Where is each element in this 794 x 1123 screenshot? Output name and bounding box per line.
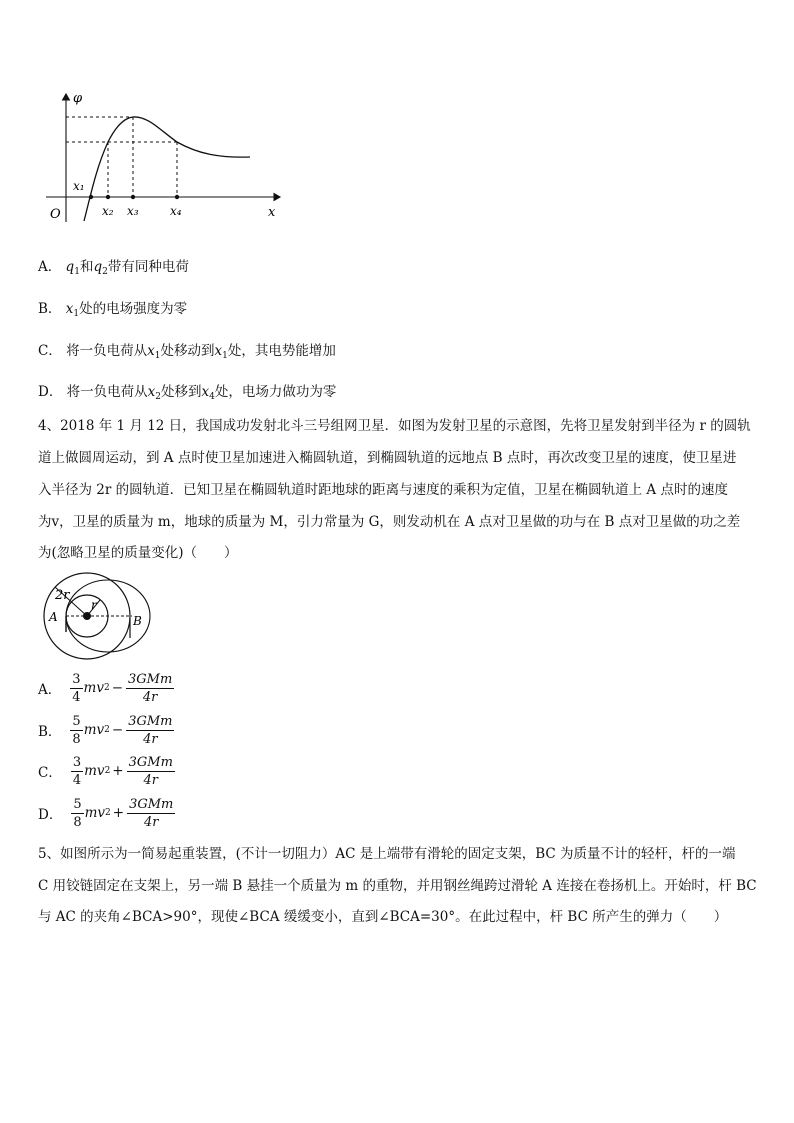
q4-option-b: B． $\frac{5}{8}$ mv 2 − $\frac{\text{3GMm}}{4r}$: [38, 713, 173, 747]
potential-graph: [40, 88, 290, 228]
q5-line: C 用铰链固定在支架上，另一端 B 悬挂一个质量为 m 的重物，并用钢丝绳跨过滑轮 A 连接在卷扬机上。开始时，杆 BC: [38, 878, 757, 894]
dot-x1: [89, 195, 93, 199]
q4-line: 为v，卫星的质量为 m，地球的质量为 M，引力常量为 G，则发动机在 A 点对卫星做的功与在 B 点对卫星做的功之差: [38, 514, 741, 530]
label-r: r: [91, 598, 97, 612]
q5-line: 与 AC 的夹角∠BCA>90°，现使∠BCA 缓缓变小，直到∠BCA=30°。在此过程中，杆 BC 所产生的弹力（ ）: [38, 909, 728, 925]
dot-x3: [131, 195, 135, 199]
tick-label-x1: x₁: [73, 179, 85, 193]
q5-line: 5、如图所示为一简易起重装置，(不计一切阻力）AC 是上端带有滑轮的固定支架，BC 为质量不计的轻杆，杆的一端: [38, 846, 736, 862]
q3-option-b: B． $x_1$处的电场强度为零: [38, 301, 188, 319]
q4-line: 入半径为 2r 的圆轨道．已知卫星在椭圆轨道时距地球的距离与速度的乘积为定值，卫星在椭圆轨道上 A 点时的速度: [38, 482, 728, 498]
tick-label-x2: x₂: [102, 204, 114, 218]
orbit-figure: [36, 572, 156, 662]
y-axis-label: φ: [73, 91, 83, 106]
label-a: A: [49, 610, 58, 624]
label-b: B: [133, 614, 142, 628]
tick-label-x4: x₄: [170, 204, 182, 218]
q4-line: 4、2018 年 1 月 12 日，我国成功发射北斗三号组网卫星．如图为发射卫星的示意图，先将卫星发射到半径为 r 的圆轨: [38, 418, 751, 434]
x-axis-label: x: [268, 205, 276, 220]
q3-option-d: D． 将一负电荷从$x_2$处移到$x_4$处，电场力做功为零: [38, 384, 337, 402]
dot-x2: [106, 195, 110, 199]
dot-x4: [175, 195, 179, 199]
q3-option-a: A． $q_1$和$q_2$带有同种电荷: [38, 259, 189, 277]
tick-label-x3: x₃: [127, 204, 139, 218]
q3-option-c: C． 将一负电荷从$x_1$处移动到$x_1$处，其电势能增加: [38, 343, 336, 361]
label-2r: 2r: [55, 588, 70, 603]
q4-option-d: D． $\frac{5}{8}$ mv 2 + $\frac{\text{3GMm}}{4r}$: [38, 796, 174, 830]
origin-label: O: [50, 207, 61, 222]
q4-line: 道上做圆周运动，到 A 点时使卫星加速进入椭圆轨道，到椭圆轨道的远地点 B 点时，再次改变卫星的速度，使卫星进: [38, 450, 737, 466]
q4-line: 为(忽略卫星的质量变化)（ ）: [38, 545, 238, 561]
q4-option-c: C． $\frac{3}{4}$ mv 2 + $\frac{\text{3GMm}}{4r}$: [38, 754, 173, 788]
q4-option-a: A． $\frac{3}{4}$ mv 2 − $\frac{\text{3GMm}}{4r}$: [38, 671, 173, 705]
